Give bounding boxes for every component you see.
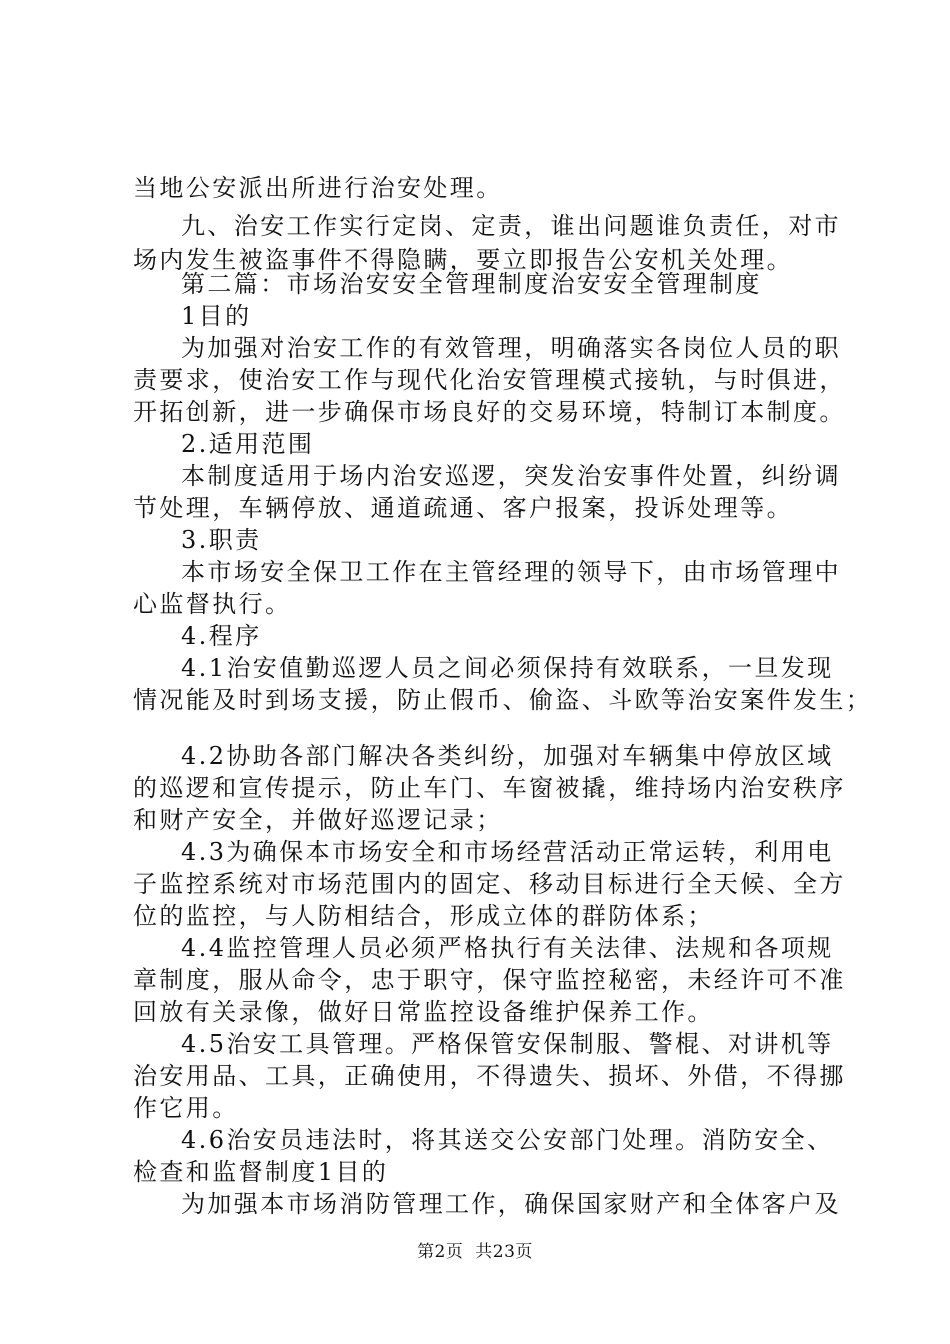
total-pages: 共23页 (475, 1242, 533, 1262)
text-line: 治安用品、工具，正确使用，不得遗失、损坏、外借，不得挪 (133, 1062, 846, 1090)
text-line: 4.6治安员违法时，将其送交公安部门处理。消防安全、 (181, 1126, 834, 1154)
text-line: 为加强本市场消防管理工作，确保国家财产和全体客户及 (181, 1190, 841, 1218)
text-line: 4.3为确保本市场安全和市场经营活动正常运转，利用电 (181, 838, 834, 866)
text-line: 情况能及时到场支援，防止假币、偷盗、斗欧等治安案件发生； (133, 686, 873, 714)
text-line: 当地公安派出所进行治安处理。 (133, 174, 503, 202)
subsection-heading: 3.职责 (181, 526, 262, 554)
subsection-heading: 1目的 (181, 302, 252, 330)
text-line: 责要求，使治安工作与现代化治安管理模式接轨，与时俱进， (133, 366, 846, 394)
page-number: 第2页 (417, 1242, 464, 1262)
subsection-heading: 2.适用范围 (181, 430, 315, 458)
text-line: 本市场安全保卫工作在主管经理的领导下，由市场管理中 (181, 558, 841, 586)
text-line: 4.4监控管理人员必须严格执行有关法律、法规和各项规 (181, 934, 834, 962)
text-line: 4.2协助各部门解决各类纠纷，加强对车辆集中停放区域 (181, 742, 834, 770)
text-line: 节处理，车辆停放、通道疏通、客户报案，投诉处理等。 (133, 494, 793, 522)
subsection-heading: 4.程序 (181, 622, 262, 650)
text-line: 回放有关录像，做好日常监控设备维护保养工作。 (133, 998, 714, 1026)
section-heading: 第二篇：市场治安安全管理制度治安安全管理制度 (181, 270, 762, 298)
text-line: 本制度适用于场内治安巡逻，突发治安事件处置，纠纷调 (181, 462, 841, 490)
text-line: 章制度，服从命令，忠于职守，保守监控秘密，未经许可不准 (133, 966, 846, 994)
text-line: 的巡逻和宣传提示，防止车门、车窗被撬，维持场内治安秩序 (133, 774, 846, 802)
text-line: 作它用。 (133, 1094, 239, 1122)
text-line: 4.1治安值勤巡逻人员之间必须保持有效联系，一旦发现 (181, 654, 834, 682)
text-line: 检查和监督制度1目的 (133, 1158, 389, 1186)
text-line: 为加强对治安工作的有效管理，明确落实各岗位人员的职 (181, 334, 841, 362)
text-line: 位的监控，与人防相结合，形成立体的群防体系； (133, 902, 714, 930)
page-footer (0, 1241, 950, 1263)
text-line: 九、治安工作实行定岗、定责，谁出问题谁负责任，对市 (181, 212, 841, 240)
text-line: 和财产安全，并做好巡逻记录； (133, 806, 503, 834)
text-line: 场内发生被盗事件不得隐瞒，要立即报告公安机关处理。 (133, 246, 793, 274)
text-line: 子监控系统对市场范围内的固定、移动目标进行全天候、全方 (133, 870, 846, 898)
text-line: 心监督执行。 (133, 590, 292, 618)
text-line: 4.5治安工具管理。严格保管安保制服、警棍、对讲机等 (181, 1030, 834, 1058)
text-line: 开拓创新，进一步确保市场良好的交易环境，特制订本制度。 (133, 398, 846, 426)
